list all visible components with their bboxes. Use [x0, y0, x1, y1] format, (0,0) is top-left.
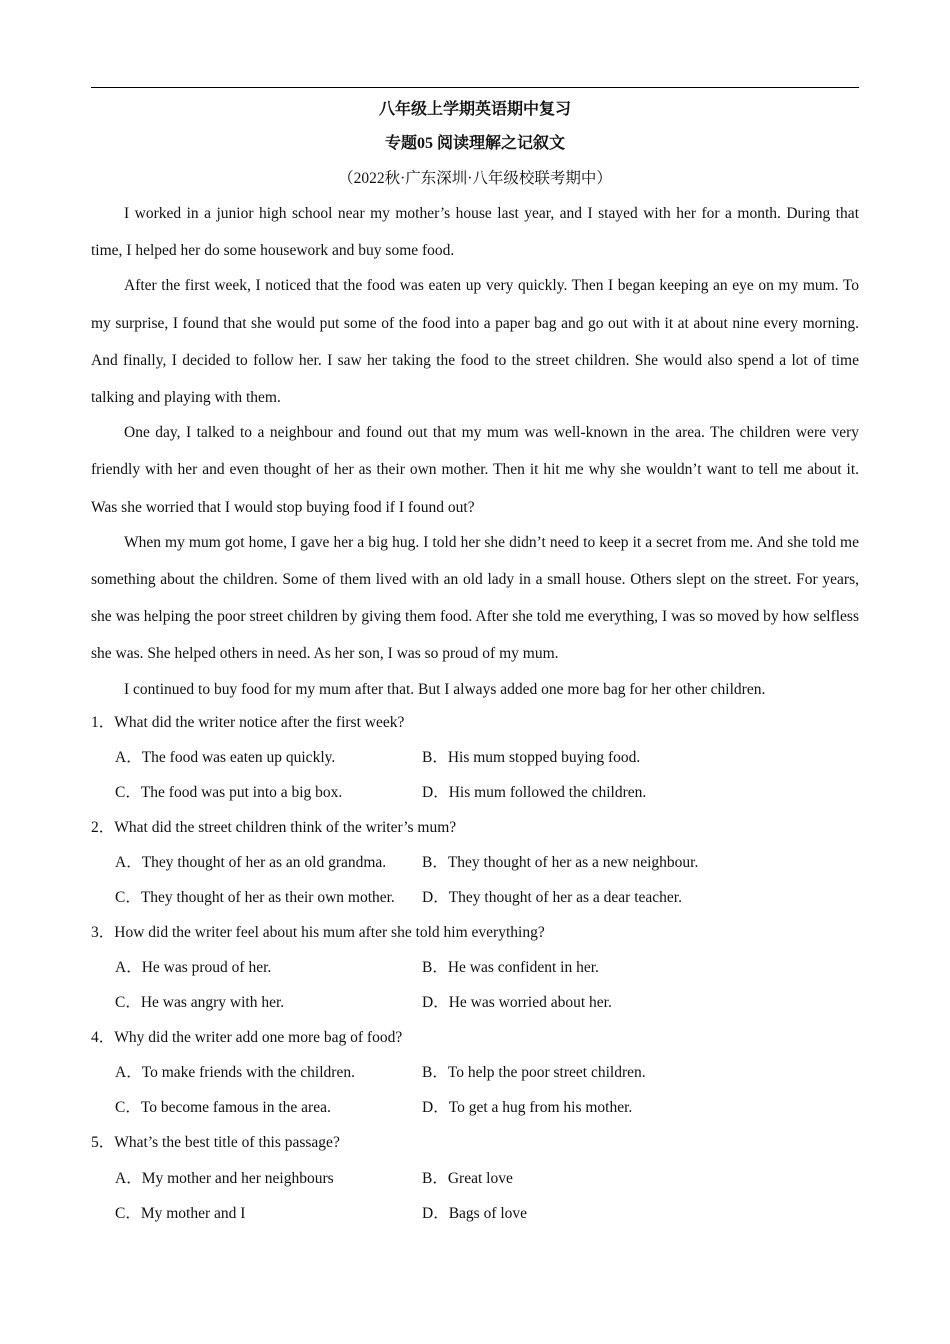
question-4-option-a: A．To make friends with the children. — [115, 1064, 355, 1081]
question-text: How did the writer feel about his mum after she told him everything? — [114, 924, 545, 941]
page-title: 八年级上学期英语期中复习 — [378, 101, 571, 118]
question-3-option-d: D．He was worried about her. — [422, 994, 612, 1011]
question-3-option-a: A．He was proud of her. — [115, 959, 272, 976]
question-2-option-b: B．They thought of her as a new neighbour. — [422, 854, 699, 871]
question-number: 4． — [91, 1029, 115, 1046]
passage-paragraph-4: When my mum got home, I gave her a big hug. I told her she didn’t need to keep it a secret from me. And she told me something about the children. Some of them lived with an old lady in a small house. Others slept on the street. For years, she was helping the poor street children by giving them food. After she told me everything, I was so moved by how selfless she was. She helped others in need. As her son, I was so proud of my mum. — [91, 533, 859, 663]
question-3-option-c: C．He was angry with her. — [115, 994, 285, 1011]
question-2-option-a: A．They thought of her as an old grandma. — [115, 854, 387, 871]
page-subtitle: 专题05 阅读理解之记叙文 — [384, 135, 565, 152]
question-5-option-c: C．My mother and I — [115, 1205, 246, 1222]
passage-paragraph-5: I continued to buy food for my mum after that. But I always added one more bag for her other children. — [124, 680, 766, 698]
question-number: 2． — [91, 819, 115, 836]
source-note: （2022秋·广东深圳·八年级校联考期中） — [338, 170, 612, 187]
question-1-option-b: B．His mum stopped buying food. — [422, 749, 641, 766]
question-4-option-d: D．To get a hug from his mother. — [422, 1099, 633, 1116]
question-1 — [91, 713, 859, 733]
question-3-option-b: B．He was confident in her. — [422, 959, 599, 976]
question-4-option-b: B．To help the poor street children. — [422, 1064, 646, 1081]
question-2-option-d: D．They thought of her as a dear teacher. — [422, 889, 682, 906]
passage-paragraph-1: I worked in a junior high school near my mother’s house last year, and I stayed with her for a month. During that time, I helped her do some housework and buy some food. — [91, 205, 859, 260]
question-number: 3． — [91, 924, 115, 941]
question-5-option-d: D．Bags of love — [422, 1205, 528, 1222]
question-5 — [91, 1133, 859, 1153]
question-2 — [91, 818, 859, 838]
question-3 — [91, 923, 859, 943]
question-number: 5． — [91, 1134, 115, 1151]
question-5-option-b: B．Great love — [422, 1170, 513, 1187]
question-text: Why did the writer add one more bag of food? — [114, 1029, 403, 1046]
question-4-option-c: C．To become famous in the area. — [115, 1099, 331, 1116]
question-1-option-c: C．The food was put into a big box. — [115, 784, 343, 801]
header-rule — [91, 87, 859, 88]
question-number: 1． — [91, 714, 115, 731]
passage-paragraph-2: After the first week, I noticed that the food was eaten up very quickly. Then I began keeping an eye on my mum. To my surprise, I found that she would put some of the food into a paper bag and go out with it at about nine every morning. And finally, I decided to follow her. I saw her taking the food to the street children. She would also spend a lot of time talking and playing with them. — [91, 277, 859, 407]
question-4 — [91, 1028, 859, 1048]
question-1-option-a: A．The food was eaten up quickly. — [115, 749, 336, 766]
question-1-option-d: D．His mum followed the children. — [422, 784, 647, 801]
reading-passage — [91, 195, 859, 706]
question-text: What’s the best title of this passage? — [114, 1134, 340, 1151]
question-2-option-c: C．They thought of her as their own mother. — [115, 889, 395, 906]
passage-paragraph-3: One day, I talked to a neighbour and found out that my mum was well-known in the area. The children were very friendly with her and even thought of her as their own mother. Then it hit me why she wouldn’t want to tell me about it. Was she worried that I would stop buying food if I found out? — [91, 424, 859, 516]
question-5-option-a: A．My mother and her neighbours — [115, 1170, 334, 1187]
question-text: What did the street children think of the writer’s mum? — [114, 819, 457, 836]
question-text: What did the writer notice after the first week? — [114, 714, 405, 731]
